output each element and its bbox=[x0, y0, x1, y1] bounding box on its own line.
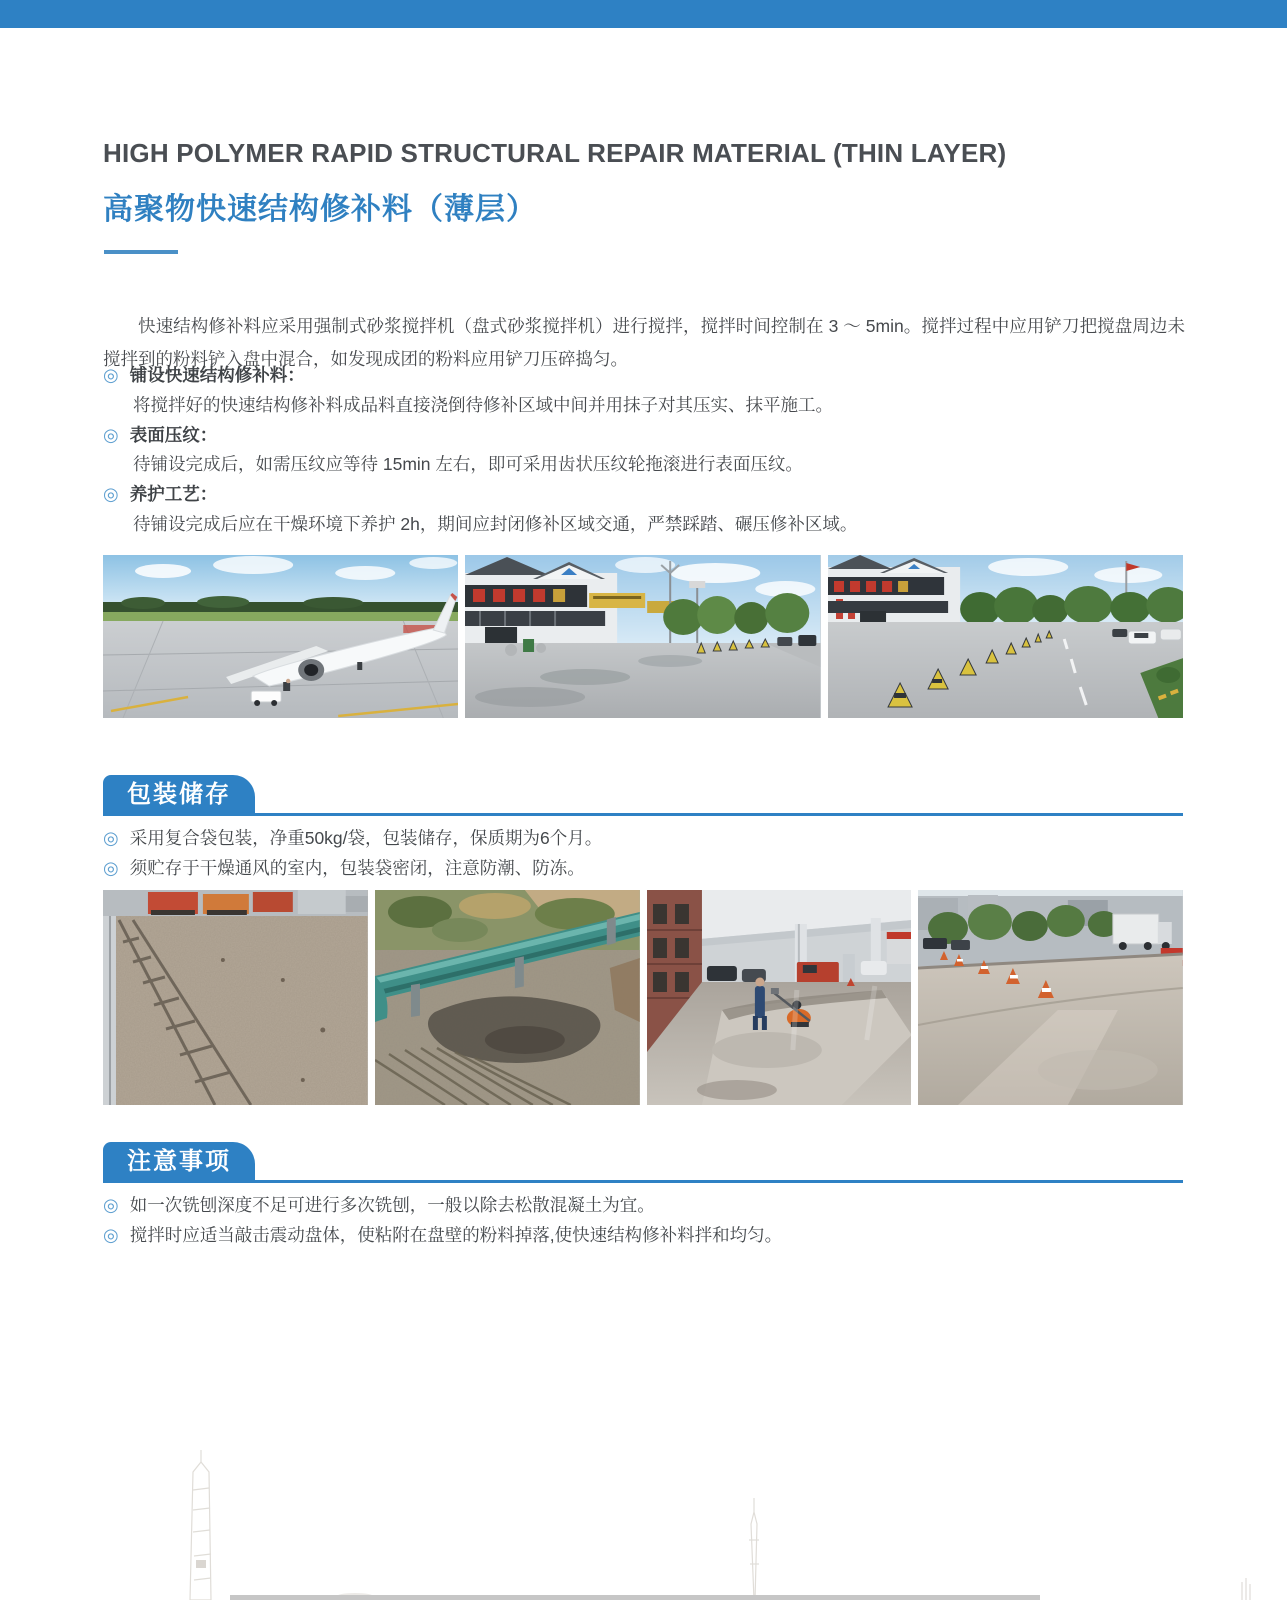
list-item bbox=[103, 1191, 1183, 1221]
process-item-label: 铺设快速结构修补料： bbox=[129, 365, 305, 385]
bullseye-bullet-icon: ◎ bbox=[103, 1224, 119, 1245]
footer-architecture-sketch bbox=[150, 1440, 1260, 1600]
photo-repair-work-gas-station bbox=[647, 890, 912, 1105]
section-title-tab: 注意事项 bbox=[103, 1142, 255, 1180]
process-item-label-row bbox=[103, 480, 1185, 510]
process-item bbox=[103, 421, 1185, 481]
photo-roadside-milled-patch bbox=[375, 890, 640, 1105]
process-item-label: 养护工艺： bbox=[129, 484, 218, 505]
process-item-detail: 将搅拌好的快速结构修补料成品料直接浇倒待修补区域中间并用抹子对其压实、抹平施工。 bbox=[133, 394, 833, 415]
photo-milled-pavement bbox=[103, 890, 368, 1105]
bullseye-bullet-icon: ◎ bbox=[103, 828, 119, 848]
section-packaging-storage bbox=[103, 775, 1183, 816]
roadside-patch-photo-art bbox=[375, 890, 640, 1105]
page-header-bar bbox=[0, 0, 1287, 28]
finished-surface-photo-art bbox=[918, 890, 1183, 1105]
process-item-label: 表面压纹： bbox=[129, 424, 218, 445]
section-header bbox=[103, 775, 1183, 816]
road-cones-photo-art bbox=[828, 555, 1183, 718]
bullseye-bullet-icon: ◎ bbox=[103, 857, 119, 878]
cropped-photo-edge bbox=[230, 1595, 1040, 1600]
process-item-detail: 待铺设完成后应在干燥环境下养护 2h，期间应封闭修补区域交通，严禁踩踏、碾压修补区域。 bbox=[133, 513, 858, 534]
section-title-tab: 包装储存 bbox=[103, 775, 255, 813]
bullet-text: 搅拌时应适当敲击震动盘体，使粘附在盘壁的粉料掉落,使快速结构修补料拌和均匀。 bbox=[129, 1224, 783, 1245]
gas-station-photo-art bbox=[647, 890, 912, 1105]
list-item bbox=[103, 1221, 1183, 1251]
airplane-photo-art bbox=[103, 555, 458, 718]
photo-row-bottom bbox=[103, 890, 1183, 1105]
process-item-label-row bbox=[103, 361, 1185, 391]
bullet-text: 如一次铣刨深度不足可进行多次铣刨，一般以除去松散混凝土为宜。 bbox=[129, 1195, 655, 1215]
list-item bbox=[103, 824, 1183, 854]
list-item bbox=[103, 854, 1183, 884]
photo-service-area-road-cones bbox=[828, 555, 1183, 718]
process-item-label-row bbox=[103, 421, 1185, 451]
process-list bbox=[103, 361, 1185, 540]
bullseye-bullet-icon: ◎ bbox=[103, 1195, 119, 1215]
photo-service-area-entrance bbox=[465, 555, 820, 718]
bullseye-bullet-icon: ◎ bbox=[103, 365, 119, 385]
process-item bbox=[103, 480, 1185, 540]
sketch-art bbox=[150, 1440, 1260, 1600]
section-precautions bbox=[103, 1142, 1183, 1183]
page-title-english: HIGH POLYMER RAPID STRUCTURAL REPAIR MATERIAL (THIN LAYER) bbox=[103, 138, 1007, 168]
milled-pavement-photo-art bbox=[103, 890, 368, 1105]
section-precautions-bullets bbox=[103, 1191, 1183, 1250]
bullseye-bullet-icon: ◎ bbox=[103, 484, 119, 505]
bullseye-bullet-icon: ◎ bbox=[103, 424, 119, 445]
title-underline bbox=[104, 250, 178, 254]
page-title-chinese: 高聚物快速结构修补料（薄层） bbox=[103, 193, 537, 226]
intro-paragraph: 快速结构修补料应采用强制式砂浆搅拌机（盘式砂浆搅拌机）进行搅拌，搅拌时间控制在 3 ～ 5min。搅拌过程中应用铲刀把搅盘周边未搅拌到的粉料铲入盘中混合，如发现成团的粉料应用铲刀压碎捣匀。 bbox=[103, 315, 1185, 369]
process-item bbox=[103, 361, 1185, 421]
section-packaging-storage-bullets bbox=[103, 824, 1183, 883]
bullet-text: 须贮存于干燥通风的室内，包装袋密闭，注意防潮、防冻。 bbox=[129, 857, 585, 878]
bullet-text: 采用复合袋包装，净重50kg/袋，包装储存，保质期为6个月。 bbox=[129, 828, 603, 848]
section-header bbox=[103, 1142, 1183, 1183]
process-item-detail: 待铺设完成后，如需压纹应等待 15min 左右，即可采用齿状压纹轮拖滚进行表面压纹。 bbox=[133, 454, 803, 475]
service-area-photo-art bbox=[465, 555, 820, 718]
photo-airplane-on-tarmac bbox=[103, 555, 458, 718]
photo-finished-repair-surface bbox=[918, 890, 1183, 1105]
photo-row-top bbox=[103, 555, 1183, 718]
